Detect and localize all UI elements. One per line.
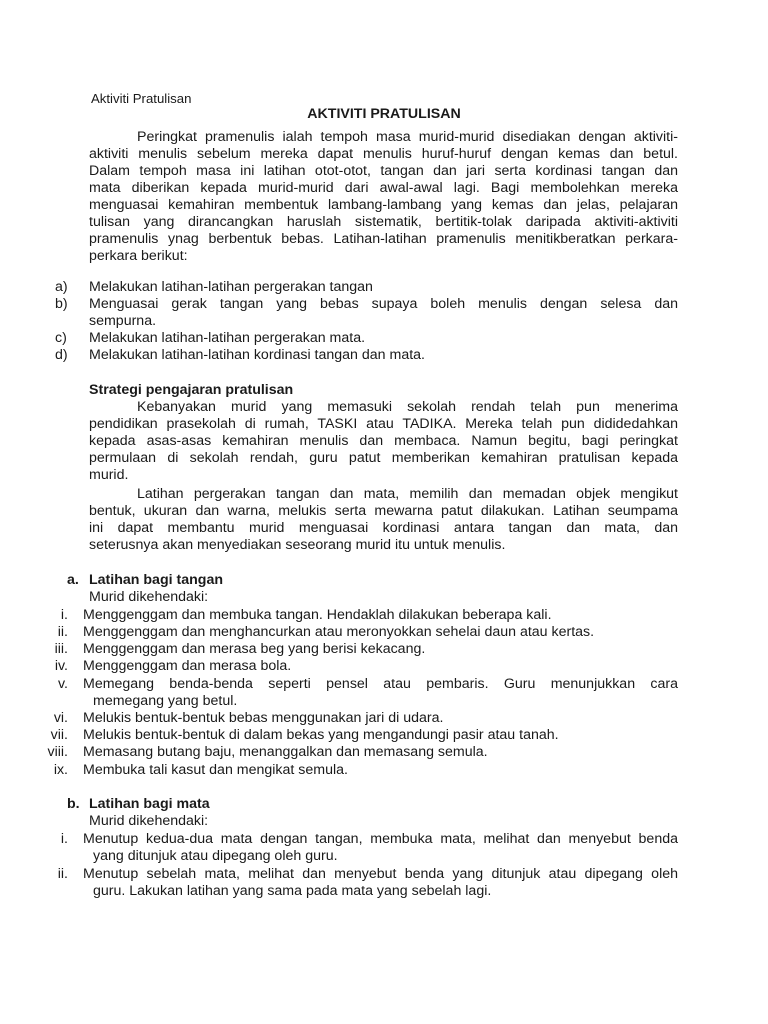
list-marker: ii. xyxy=(57,866,68,882)
list-marker: v. xyxy=(58,676,68,692)
subsection-title: Latihan bagi mata xyxy=(89,796,210,812)
list-item xyxy=(55,330,678,347)
list-text: Menguasai gerak tangan yang bebas supaya boleh menulis dengan selesa dan xyxy=(89,296,678,312)
list-item xyxy=(30,744,678,761)
list-text: Melukis bentuk-bentuk bebas menggunakan jari di udara. xyxy=(83,710,444,726)
list-marker: ix. xyxy=(53,762,68,778)
list-text: Melukis bentuk-bentuk di dalam bekas yang mengandungi pasir atau tanah. xyxy=(83,727,559,743)
text-line: Kebanyakan murid yang memasuki sekolah rendah telah pun menerima xyxy=(137,399,678,415)
list-marker: viii. xyxy=(47,744,68,760)
subsection-heading xyxy=(67,572,223,589)
text-line: tulisan yang dirancangkan haruslah sistematik, bertitik-tolak daripada aktiviti-aktiviti xyxy=(89,214,678,230)
list-text: yang ditunjuk atau dipegang oleh guru. xyxy=(93,848,338,864)
list-marker: i. xyxy=(60,831,68,847)
strategy-paragraph-1 xyxy=(89,399,678,484)
list-marker: vii. xyxy=(50,727,68,743)
list-item xyxy=(55,279,678,296)
list-marker: b) xyxy=(55,296,68,312)
list-text: Melakukan latihan-latihan pergerakan tangan xyxy=(89,279,373,295)
subsection-marker: b. xyxy=(67,796,80,812)
subsection-lead: Murid dikehendaki: xyxy=(89,813,209,829)
list-marker: ii. xyxy=(57,624,68,640)
list-text: Menggenggam dan merasa beg yang berisi kekacang. xyxy=(83,641,426,657)
subsection-lead: Murid dikehendaki: xyxy=(89,589,209,605)
text-line: murid. xyxy=(89,467,129,483)
list-text: Memegang benda-benda seperti pensel atau pembaris. Guru menunjukkan cara xyxy=(83,676,678,692)
strategy-paragraph-2 xyxy=(89,486,678,554)
section-heading: Strategi pengajaran pratulisan xyxy=(89,382,294,398)
list-text: Melakukan latihan-latihan pergerakan mata. xyxy=(89,330,366,346)
subsection-heading xyxy=(67,796,210,813)
list-item xyxy=(55,347,678,364)
list-item xyxy=(30,676,678,710)
text-line: kepada asas-asas kemahiran menulis dan membaca. Namun begitu, bagi peringkat xyxy=(89,433,678,449)
text-line: pramenulis ynag berbentuk bebas. Latihan-latihan pramenulis menitikberatkan perkara- xyxy=(89,231,678,247)
list-item xyxy=(30,866,678,900)
list-text: memegang yang betul. xyxy=(93,693,238,709)
text-line: Latihan pergerakan tangan dan mata, memilih dan memadan objek mengikut xyxy=(137,486,678,502)
list-item xyxy=(30,727,678,744)
list-marker: c) xyxy=(55,330,67,346)
text-line: menguasai kemahiran membentuk lambang-lambang yang kemas dan jelas, pelajaran xyxy=(89,197,678,213)
list-item xyxy=(30,641,678,658)
text-line: seterusnya akan menyediakan seseorang murid itu untuk menulis. xyxy=(89,537,506,553)
list-item xyxy=(30,658,678,675)
list-marker: i. xyxy=(60,607,68,623)
list-item xyxy=(30,762,678,779)
list-item xyxy=(30,831,678,865)
list-text: Menutup kedua-dua mata dengan tangan, membuka mata, melihat dan menyebut benda xyxy=(83,831,678,847)
list-text: Melakukan latihan-latihan kordinasi tangan dan mata. xyxy=(89,347,425,363)
list-text: Menggenggam dan menghancurkan atau meronyokkan sehelai daun atau kertas. xyxy=(83,624,595,640)
subsection-marker: a. xyxy=(67,572,79,588)
text-line: ini dapat membantu murid menguasai kordinasi antara tangan dan mata, dan xyxy=(89,520,678,536)
list-text: sempurna. xyxy=(89,313,157,329)
text-line: aktiviti menulis sebelum mereka dapat menulis huruf-huruf dengan kemas dan betul. xyxy=(89,146,678,162)
list-marker: d) xyxy=(55,347,68,363)
list-item xyxy=(30,624,678,641)
intro-paragraph xyxy=(89,129,678,265)
list-text: guru. Lakukan latihan yang sama pada mata yang sebelah lagi. xyxy=(93,883,492,899)
list-marker: iii. xyxy=(54,641,68,657)
text-line: perkara berikut: xyxy=(89,248,188,264)
text-line: mata diberikan kepada murid-murid dari awal-awal lagi. Bagi membolehkan mereka xyxy=(89,180,678,196)
document-title: AKTIVITI PRATULISAN xyxy=(307,106,461,122)
list-marker: vi. xyxy=(53,710,68,726)
list-text: Menggenggam dan merasa bola. xyxy=(83,658,292,674)
list-text: Menutup sebelah mata, melihat dan menyebut benda yang ditunjuk atau dipegang oleh xyxy=(83,866,678,882)
list-marker: a) xyxy=(55,279,68,295)
list-text: Menggenggam dan membuka tangan. Hendaklah dilakukan beberapa kali. xyxy=(83,607,552,623)
text-line: pendidikan prasekolah di rumah, TASKI atau TADIKA. Mereka telah pun dididedahkan xyxy=(89,416,678,432)
list-item xyxy=(30,710,678,727)
text-line: permulaan di sekolah rendah, guru patut memberikan kemahiran pratulisan kepada xyxy=(89,450,678,466)
list-marker: iv. xyxy=(54,658,68,674)
text-line: Dalam tempoh masa ini latihan otot-otot, tangan dan jari serta kordinasi tangan dan xyxy=(89,163,678,179)
list-item xyxy=(30,607,678,624)
running-head: Aktiviti Pratulisan xyxy=(91,91,192,106)
text-line: Peringkat pramenulis ialah tempoh masa murid-murid disediakan dengan aktiviti- xyxy=(137,129,678,145)
list-text: Membuka tali kasut dan mengikat semula. xyxy=(83,762,348,778)
list-text: Memasang butang baju, menanggalkan dan memasang semula. xyxy=(83,744,488,760)
list-item xyxy=(55,296,678,330)
text-line: bentuk, ukuran dan warna, melukis serta mewarna patut dilakukan. Latihan seumpama xyxy=(89,503,678,519)
subsection-title: Latihan bagi tangan xyxy=(89,572,223,588)
